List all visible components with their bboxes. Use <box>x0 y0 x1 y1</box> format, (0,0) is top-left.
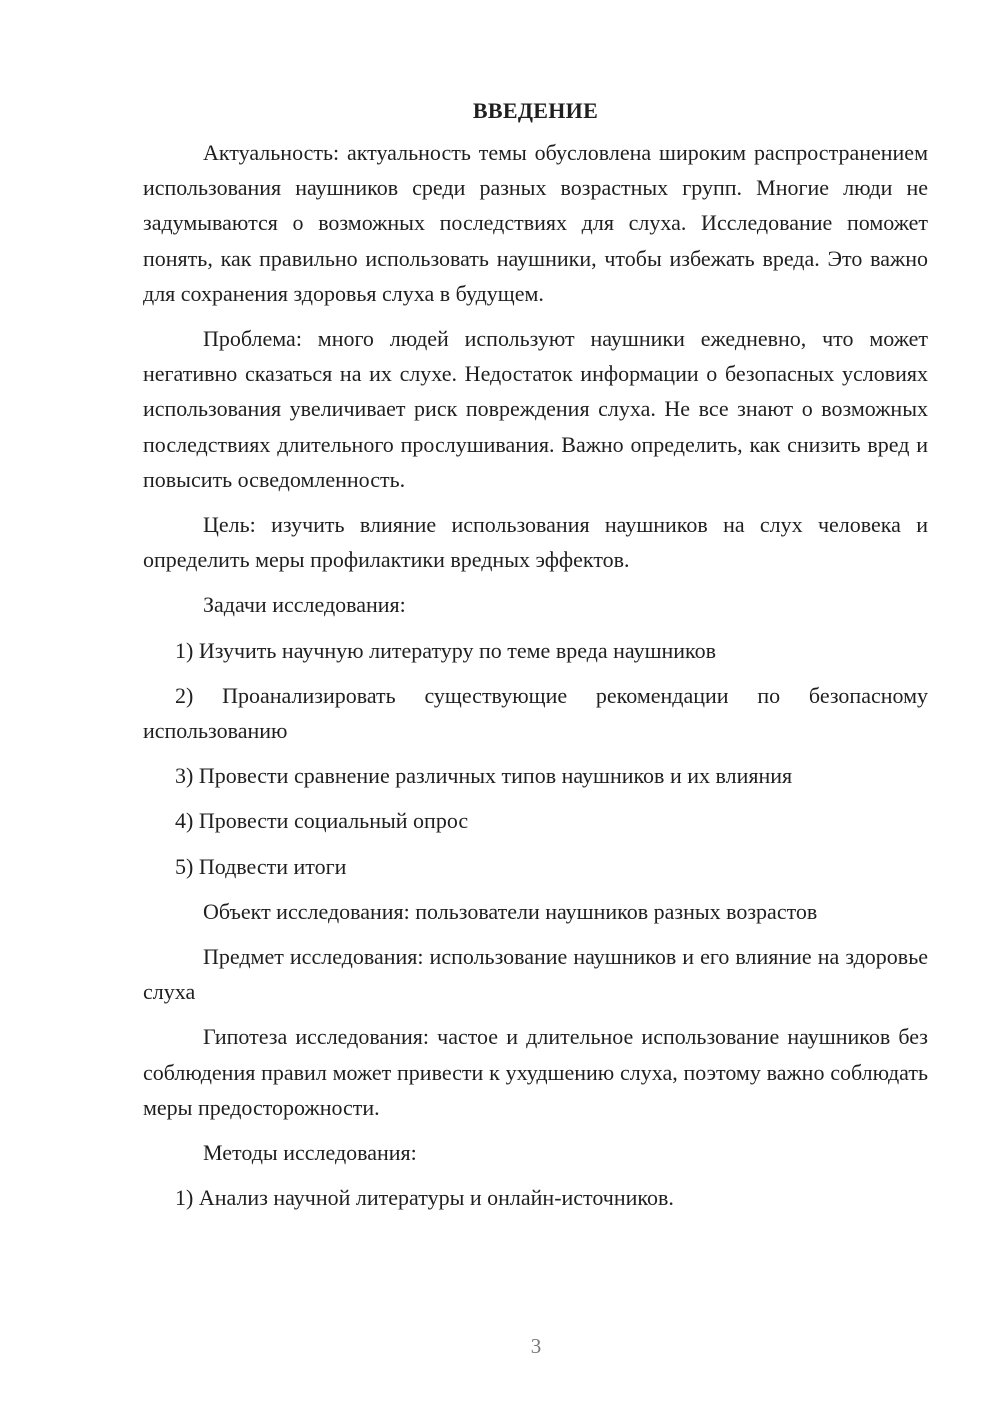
goal-paragraph: Цель: изучить влияние использования наушников на слух человека и определить меры профилактики вредных эффектов. <box>143 512 928 573</box>
problem-paragraph: Проблема: много людей используют наушники ежедневно, что может негативно сказаться на их слухе. Недостаток информации о безопасных условиях использования увеличивает риск повреждения слуха. Не все знают о возможных последствиях длительного прослушивания. Важно определить, как снизить вред и повысить осведомленность. <box>143 326 928 492</box>
tasks-heading: Задачи исследования: <box>203 592 406 618</box>
method-item-1: 1) Анализ научной литературы и онлайн-источников. <box>175 1185 674 1211</box>
task-item-5: 5) Подвести итоги <box>175 853 347 879</box>
task-item-1: 1) Изучить научную литературу по теме вреда наушников <box>175 637 717 663</box>
relevance-paragraph: Актуальность: актуальность темы обусловлена широким распространением использования наушников среди разных возрастных групп. Многие люди не задумываются о возможных последствиях для слуха. Исследование поможет понять, как правильно использовать наушники, чтобы избежать вреда. Это важно для сохранения здоровья слуха в будущем. <box>143 140 928 306</box>
page-title: ВВЕДЕНИЕ <box>472 98 599 123</box>
task-item-3: 3) Провести сравнение различных типов наушников и их влияния <box>175 763 793 789</box>
methods-heading: Методы исследования: <box>203 1140 417 1166</box>
page-content <box>143 96 928 1225</box>
task-item-2: 2) Проанализировать существующие рекомендации по безопасному использованию <box>143 682 928 744</box>
hypothesis-paragraph: Гипотеза исследования: частое и длительное использование наушников без соблюдения правил может привести к ухудшению слуха, поэтому важно соблюдать меры предосторожности. <box>143 1024 928 1120</box>
subject-paragraph: Предмет исследования: использование наушников и его влияние на здоровье слуха <box>143 944 928 1005</box>
page-number: 3 <box>530 1334 542 1358</box>
object-paragraph: Объект исследования: пользователи наушников разных возрастов <box>203 898 818 924</box>
task-item-4: 4) Провести социальный опрос <box>175 808 469 834</box>
